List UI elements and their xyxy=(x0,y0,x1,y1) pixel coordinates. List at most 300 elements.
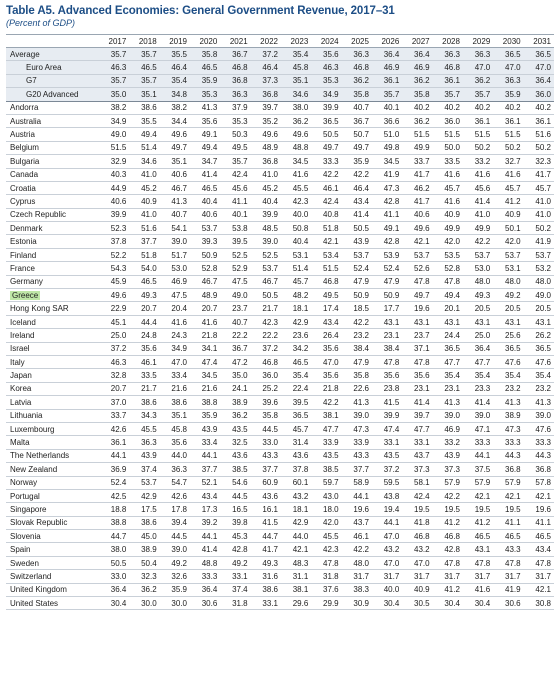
value-cell: 36.4 xyxy=(190,583,220,596)
value-cell: 41.0 xyxy=(251,168,281,181)
value-cell: 47.7 xyxy=(311,422,341,435)
row-label: Czech Republic xyxy=(6,208,99,221)
value-cell: 53.0 xyxy=(463,262,493,275)
value-cell: 39.3 xyxy=(190,235,220,248)
value-cell: 37.2 xyxy=(251,342,281,355)
value-cell: 46.9 xyxy=(402,61,432,74)
value-cell: 49.7 xyxy=(342,141,372,154)
value-cell: 52.8 xyxy=(190,262,220,275)
value-cell: 45.7 xyxy=(281,275,311,288)
value-cell: 40.9 xyxy=(493,208,523,221)
value-cell: 42.0 xyxy=(493,235,523,248)
value-cell: 49.4 xyxy=(190,141,220,154)
value-cell: 42.0 xyxy=(433,235,463,248)
value-cell: 32.6 xyxy=(160,570,190,583)
value-cell: 46.8 xyxy=(220,61,250,74)
value-cell: 37.7 xyxy=(129,235,159,248)
value-cell: 47.6 xyxy=(524,422,554,435)
value-cell: 39.7 xyxy=(402,409,432,422)
value-cell: 31.7 xyxy=(524,570,554,583)
value-cell: 46.3 xyxy=(99,355,129,368)
value-cell: 43.1 xyxy=(463,543,493,556)
value-cell: 45.8 xyxy=(160,422,190,435)
value-cell: 34.7 xyxy=(190,155,220,168)
value-cell: 35.9 xyxy=(493,88,523,101)
value-cell: 58.9 xyxy=(342,476,372,489)
value-cell: 49.3 xyxy=(463,289,493,302)
table-row xyxy=(6,168,554,181)
value-cell: 43.7 xyxy=(402,449,432,462)
revenue-table xyxy=(6,34,554,610)
value-cell: 35.8 xyxy=(402,88,432,101)
value-cell: 17.4 xyxy=(311,302,341,315)
value-cell: 21.6 xyxy=(190,382,220,395)
value-cell: 34.9 xyxy=(160,342,190,355)
value-cell: 48.5 xyxy=(251,222,281,235)
value-cell: 17.7 xyxy=(372,302,402,315)
value-cell: 38.6 xyxy=(129,101,159,114)
table-row xyxy=(6,61,554,74)
year-header: 2030 xyxy=(493,35,523,48)
value-cell: 42.2 xyxy=(311,168,341,181)
value-cell: 34.9 xyxy=(99,114,129,127)
table-row xyxy=(6,476,554,489)
value-cell: 48.3 xyxy=(281,556,311,569)
value-cell: 46.8 xyxy=(433,530,463,543)
value-cell: 41.0 xyxy=(129,208,159,221)
value-cell: 52.5 xyxy=(220,248,250,261)
value-cell: 41.1 xyxy=(220,195,250,208)
value-cell: 44.7 xyxy=(251,530,281,543)
value-cell: 41.3 xyxy=(190,101,220,114)
value-cell: 47.8 xyxy=(524,556,554,569)
value-cell: 40.6 xyxy=(402,208,432,221)
value-cell: 44.3 xyxy=(524,449,554,462)
value-cell: 49.1 xyxy=(372,222,402,235)
value-cell: 36.9 xyxy=(99,463,129,476)
value-cell: 41.3 xyxy=(160,195,190,208)
value-cell: 24.3 xyxy=(160,329,190,342)
value-cell: 35.7 xyxy=(129,48,159,61)
value-cell: 60.9 xyxy=(251,476,281,489)
value-cell: 43.9 xyxy=(129,449,159,462)
value-cell: 39.0 xyxy=(463,409,493,422)
value-cell: 46.9 xyxy=(433,422,463,435)
value-cell: 49.6 xyxy=(281,128,311,141)
value-cell: 33.2 xyxy=(463,155,493,168)
value-cell: 49.6 xyxy=(251,128,281,141)
row-label: The Netherlands xyxy=(6,449,99,462)
value-cell: 45.3 xyxy=(220,530,250,543)
row-label: Hong Kong SAR xyxy=(6,302,99,315)
value-cell: 40.2 xyxy=(433,101,463,114)
value-cell: 33.3 xyxy=(190,570,220,583)
value-cell: 42.2 xyxy=(342,168,372,181)
table-subtitle: (Percent of GDP) xyxy=(6,18,76,28)
value-cell: 39.9 xyxy=(311,101,341,114)
row-label: Iceland xyxy=(6,315,99,328)
value-cell: 54.7 xyxy=(160,476,190,489)
value-cell: 36.1 xyxy=(99,436,129,449)
value-cell: 42.8 xyxy=(220,543,250,556)
value-cell: 50.9 xyxy=(342,289,372,302)
value-cell: 35.3 xyxy=(220,114,250,127)
value-cell: 37.7 xyxy=(342,463,372,476)
value-cell: 31.7 xyxy=(493,570,523,583)
value-cell: 39.9 xyxy=(251,208,281,221)
table-row xyxy=(6,597,554,610)
value-cell: 35.7 xyxy=(129,74,159,87)
value-cell: 30.4 xyxy=(372,597,402,610)
value-cell: 25.0 xyxy=(463,329,493,342)
value-cell: 51.5 xyxy=(463,128,493,141)
value-cell: 39.0 xyxy=(251,235,281,248)
year-header: 2017 xyxy=(99,35,129,48)
value-cell: 50.2 xyxy=(463,141,493,154)
value-cell: 21.7 xyxy=(251,302,281,315)
value-cell: 35.7 xyxy=(220,155,250,168)
value-cell: 23.7 xyxy=(402,329,432,342)
value-cell: 23.2 xyxy=(342,329,372,342)
value-cell: 50.3 xyxy=(220,128,250,141)
value-cell: 39.6 xyxy=(251,396,281,409)
value-cell: 36.2 xyxy=(342,74,372,87)
value-cell: 35.9 xyxy=(190,74,220,87)
value-cell: 42.0 xyxy=(311,516,341,529)
value-cell: 51.5 xyxy=(433,128,463,141)
value-cell: 37.9 xyxy=(220,101,250,114)
row-label: Slovenia xyxy=(6,530,99,543)
value-cell: 18.1 xyxy=(281,503,311,516)
table-row xyxy=(6,449,554,462)
value-cell: 49.6 xyxy=(160,128,190,141)
value-cell: 47.7 xyxy=(433,355,463,368)
row-label: Finland xyxy=(6,248,99,261)
value-cell: 39.2 xyxy=(190,516,220,529)
value-cell: 34.9 xyxy=(311,88,341,101)
value-cell: 49.5 xyxy=(220,141,250,154)
value-cell: 53.4 xyxy=(311,248,341,261)
value-cell: 30.9 xyxy=(342,597,372,610)
row-label: United Kingdom xyxy=(6,583,99,596)
value-cell: 51.5 xyxy=(493,128,523,141)
value-cell: 45.7 xyxy=(281,422,311,435)
row-label: Switzerland xyxy=(6,570,99,583)
value-cell: 48.0 xyxy=(342,556,372,569)
highlighted-row-label: Greece xyxy=(12,290,39,300)
value-cell: 22.4 xyxy=(281,382,311,395)
value-cell: 42.9 xyxy=(281,315,311,328)
value-cell: 35.1 xyxy=(160,409,190,422)
value-cell: 30.0 xyxy=(160,597,190,610)
value-cell: 20.7 xyxy=(190,302,220,315)
value-cell: 38.4 xyxy=(372,342,402,355)
value-cell: 41.6 xyxy=(160,315,190,328)
value-cell: 38.2 xyxy=(160,101,190,114)
value-cell: 34.6 xyxy=(281,88,311,101)
value-cell: 31.7 xyxy=(463,570,493,583)
value-cell: 40.4 xyxy=(190,195,220,208)
value-cell: 48.0 xyxy=(463,275,493,288)
value-cell: 21.7 xyxy=(129,382,159,395)
value-cell: 49.6 xyxy=(402,222,432,235)
value-cell: 33.1 xyxy=(251,597,281,610)
value-cell: 20.7 xyxy=(99,382,129,395)
value-cell: 40.2 xyxy=(493,101,523,114)
value-cell: 36.4 xyxy=(99,583,129,596)
value-cell: 36.5 xyxy=(524,48,554,61)
value-cell: 41.2 xyxy=(433,583,463,596)
value-cell: 36.8 xyxy=(493,463,523,476)
value-cell: 31.7 xyxy=(372,570,402,583)
value-cell: 42.2 xyxy=(433,489,463,502)
value-cell: 48.9 xyxy=(190,289,220,302)
value-cell: 41.1 xyxy=(372,208,402,221)
value-cell: 47.6 xyxy=(493,355,523,368)
value-cell: 37.7 xyxy=(251,463,281,476)
value-cell: 53.1 xyxy=(281,248,311,261)
value-cell: 35.6 xyxy=(372,369,402,382)
value-cell: 33.7 xyxy=(99,409,129,422)
table-row xyxy=(6,141,554,154)
value-cell: 19.4 xyxy=(372,503,402,516)
value-cell: 38.1 xyxy=(311,409,341,422)
value-cell: 36.1 xyxy=(463,114,493,127)
value-cell: 43.2 xyxy=(281,489,311,502)
value-cell: 45.6 xyxy=(463,181,493,194)
value-cell: 41.3 xyxy=(342,396,372,409)
value-cell: 43.1 xyxy=(372,315,402,328)
value-cell: 47.8 xyxy=(493,556,523,569)
value-cell: 23.3 xyxy=(463,382,493,395)
value-cell: 49.0 xyxy=(99,128,129,141)
value-cell: 52.8 xyxy=(433,262,463,275)
value-cell: 31.4 xyxy=(281,436,311,449)
value-cell: 40.9 xyxy=(433,208,463,221)
value-cell: 53.7 xyxy=(524,248,554,261)
value-cell: 26.2 xyxy=(524,329,554,342)
value-cell: 41.9 xyxy=(524,235,554,248)
row-label: Israel xyxy=(6,342,99,355)
value-cell: 41.7 xyxy=(524,168,554,181)
value-cell: 42.2 xyxy=(311,396,341,409)
value-cell: 41.1 xyxy=(493,516,523,529)
value-cell: 37.3 xyxy=(251,74,281,87)
value-cell: 40.0 xyxy=(281,208,311,221)
value-cell: 41.0 xyxy=(129,168,159,181)
value-cell: 30.8 xyxy=(524,597,554,610)
value-cell: 54.3 xyxy=(99,262,129,275)
value-cell: 32.7 xyxy=(493,155,523,168)
value-cell: 49.7 xyxy=(160,141,190,154)
value-cell: 33.3 xyxy=(493,436,523,449)
value-cell: 38.9 xyxy=(220,396,250,409)
value-cell: 33.5 xyxy=(433,155,463,168)
row-label: France xyxy=(6,262,99,275)
value-cell: 41.8 xyxy=(402,516,432,529)
value-cell: 43.1 xyxy=(433,315,463,328)
value-cell: 45.2 xyxy=(251,181,281,194)
header-label-cell xyxy=(6,35,99,48)
value-cell: 35.7 xyxy=(99,74,129,87)
value-cell: 32.3 xyxy=(129,570,159,583)
value-cell: 46.5 xyxy=(524,530,554,543)
value-cell: 39.9 xyxy=(372,409,402,422)
value-cell: 46.8 xyxy=(251,355,281,368)
value-cell: 37.3 xyxy=(402,463,432,476)
value-cell: 33.9 xyxy=(311,436,341,449)
value-cell: 52.4 xyxy=(99,476,129,489)
year-header: 2022 xyxy=(251,35,281,48)
table-row xyxy=(6,195,554,208)
value-cell: 35.3 xyxy=(311,74,341,87)
table-row xyxy=(6,355,554,368)
table-row xyxy=(6,114,554,127)
value-cell: 45.7 xyxy=(433,181,463,194)
value-cell: 49.2 xyxy=(220,556,250,569)
value-cell: 46.1 xyxy=(342,530,372,543)
table-row xyxy=(6,222,554,235)
value-cell: 35.5 xyxy=(129,114,159,127)
value-cell: 31.7 xyxy=(342,570,372,583)
value-cell: 42.1 xyxy=(524,583,554,596)
value-cell: 47.9 xyxy=(372,275,402,288)
value-cell: 51.0 xyxy=(372,128,402,141)
value-cell: 35.9 xyxy=(342,155,372,168)
value-cell: 44.7 xyxy=(99,530,129,543)
value-cell: 38.8 xyxy=(190,396,220,409)
table-row xyxy=(6,409,554,422)
value-cell: 50.1 xyxy=(493,222,523,235)
value-cell: 35.6 xyxy=(311,48,341,61)
value-cell: 42.8 xyxy=(433,543,463,556)
value-cell: 46.7 xyxy=(190,275,220,288)
value-cell: 47.8 xyxy=(311,556,341,569)
value-cell: 33.3 xyxy=(524,436,554,449)
value-cell: 37.8 xyxy=(281,463,311,476)
value-cell: 18.0 xyxy=(311,503,341,516)
value-cell: 35.1 xyxy=(281,74,311,87)
value-cell: 46.3 xyxy=(99,61,129,74)
value-cell: 36.0 xyxy=(524,88,554,101)
row-label: Italy xyxy=(6,355,99,368)
value-cell: 41.6 xyxy=(281,168,311,181)
value-cell: 50.8 xyxy=(281,222,311,235)
value-cell: 53.7 xyxy=(190,222,220,235)
value-cell: 46.5 xyxy=(463,530,493,543)
value-cell: 47.2 xyxy=(220,355,250,368)
value-cell: 38.9 xyxy=(129,543,159,556)
value-cell: 32.3 xyxy=(524,155,554,168)
value-cell: 35.6 xyxy=(129,342,159,355)
value-cell: 35.1 xyxy=(129,88,159,101)
row-label: Cyprus xyxy=(6,195,99,208)
value-cell: 36.1 xyxy=(493,114,523,127)
table-row xyxy=(6,248,554,261)
year-header: 2029 xyxy=(463,35,493,48)
value-cell: 36.3 xyxy=(129,436,159,449)
value-cell: 36.4 xyxy=(463,342,493,355)
value-cell: 35.0 xyxy=(220,369,250,382)
value-cell: 36.5 xyxy=(524,342,554,355)
value-cell: 40.6 xyxy=(99,195,129,208)
value-cell: 53.9 xyxy=(372,248,402,261)
value-cell: 31.8 xyxy=(311,570,341,583)
value-cell: 46.1 xyxy=(129,355,159,368)
value-cell: 34.6 xyxy=(129,155,159,168)
value-cell: 42.8 xyxy=(372,235,402,248)
value-cell: 52.3 xyxy=(99,222,129,235)
value-cell: 36.2 xyxy=(463,74,493,87)
value-cell: 33.7 xyxy=(402,155,432,168)
value-cell: 34.4 xyxy=(160,114,190,127)
value-cell: 22.2 xyxy=(251,329,281,342)
year-header: 2027 xyxy=(402,35,432,48)
value-cell: 31.1 xyxy=(281,570,311,583)
value-cell: 45.0 xyxy=(129,530,159,543)
table-row xyxy=(6,396,554,409)
table-row xyxy=(6,208,554,221)
value-cell: 32.5 xyxy=(220,436,250,449)
value-cell: 43.9 xyxy=(342,235,372,248)
table-row xyxy=(6,570,554,583)
value-cell: 46.8 xyxy=(311,275,341,288)
header-row xyxy=(6,35,554,48)
value-cell: 44.1 xyxy=(463,449,493,462)
value-cell: 35.6 xyxy=(311,369,341,382)
value-cell: 35.4 xyxy=(493,369,523,382)
value-cell: 47.7 xyxy=(402,422,432,435)
value-cell: 53.0 xyxy=(160,262,190,275)
value-cell: 47.5 xyxy=(160,289,190,302)
value-cell: 50.2 xyxy=(524,222,554,235)
value-cell: 45.1 xyxy=(99,315,129,328)
value-cell: 38.0 xyxy=(99,543,129,556)
value-cell: 43.2 xyxy=(372,543,402,556)
table-body xyxy=(6,48,554,610)
value-cell: 41.4 xyxy=(402,396,432,409)
value-cell: 42.1 xyxy=(524,489,554,502)
value-cell: 41.5 xyxy=(251,516,281,529)
value-cell: 43.3 xyxy=(251,449,281,462)
year-header: 2019 xyxy=(160,35,190,48)
value-cell: 41.6 xyxy=(463,583,493,596)
value-cell: 31.8 xyxy=(220,597,250,610)
value-cell: 25.2 xyxy=(251,382,281,395)
value-cell: 47.8 xyxy=(433,275,463,288)
value-cell: 42.1 xyxy=(311,235,341,248)
value-cell: 20.7 xyxy=(129,302,159,315)
value-cell: 46.5 xyxy=(493,530,523,543)
table-row xyxy=(6,530,554,543)
row-label: Portugal xyxy=(6,489,99,502)
value-cell: 40.7 xyxy=(220,315,250,328)
value-cell: 35.9 xyxy=(160,583,190,596)
value-cell: 42.4 xyxy=(220,168,250,181)
value-cell: 35.2 xyxy=(251,114,281,127)
value-cell: 37.2 xyxy=(99,342,129,355)
value-cell: 47.0 xyxy=(311,355,341,368)
row-label: Germany xyxy=(6,275,99,288)
value-cell: 45.8 xyxy=(281,61,311,74)
value-cell: 23.7 xyxy=(220,302,250,315)
value-cell: 41.9 xyxy=(372,168,402,181)
row-label: Japan xyxy=(6,369,99,382)
value-cell: 36.7 xyxy=(220,48,250,61)
value-cell: 43.4 xyxy=(524,543,554,556)
table-row xyxy=(6,155,554,168)
value-cell: 48.0 xyxy=(493,275,523,288)
